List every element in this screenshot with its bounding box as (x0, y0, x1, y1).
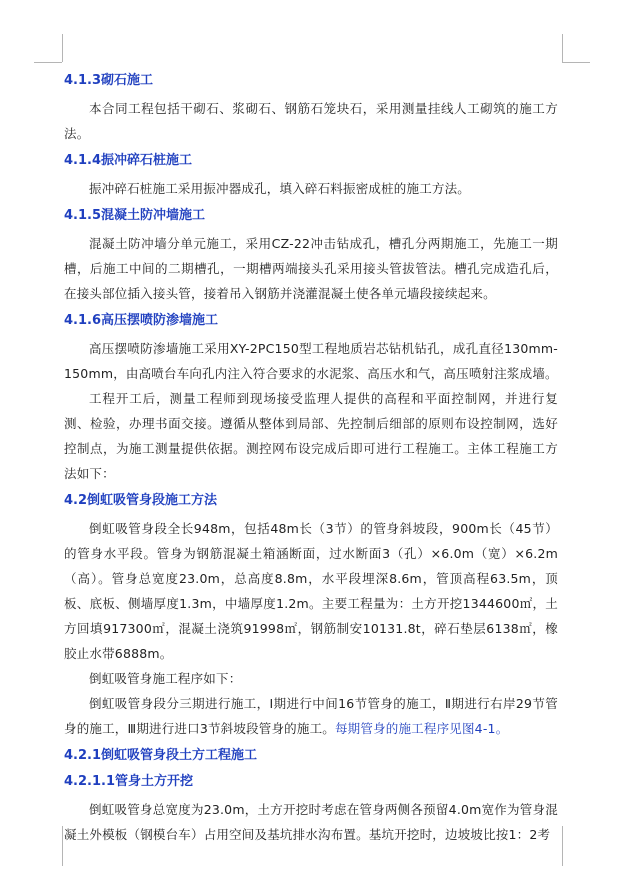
paragraph-4-1-5: 混凝土防冲墙分单元施工，采用CZ-22冲击钻成孔，槽孔分两期施工，先施工一期槽，后施工中间的二期槽孔，一期槽两端接头孔采用接头管拔管法。槽孔完成造孔后，在接头部位插入接头管，接着吊入钢筋并浇灌混凝土使各单元墙段接续起来。 (64, 236, 558, 301)
crop-mark-top-right-v (562, 34, 563, 62)
crop-mark-top-left-h (34, 62, 62, 63)
paragraph-4-1-6-b: 工程开工后，测量工程师到现场接受监理人提供的高程和平面控制网，并进行复测、检验，办理书面交接。遵循从整体到局部、先控制后细部的原则布设控制网，选好控制点，为施工测量提供依据。测控网布设完成后即可进行工程施工。主体工程施工方法如下： (64, 391, 558, 481)
crop-mark-top-left-v (62, 34, 63, 62)
heading-4-1-4: 4.1.4振冲碎石桩施工 (64, 153, 193, 168)
paragraph-4-2-a: 倒虹吸管身段全长948m，包括48m长（3节）的管身斜坡段，900m长（45节）的管身水平段。管身为钢筋混凝土箱涵断面，过水断面3（孔）×6.0m（宽）×6.2m（高）。管身总宽度23.0m，总高度8.8m，水平段埋深8.6m，管顶高程63.5m，顶板、底板、侧墙厚度1.3m，中墙厚度1.2m。主要工程量为：土方开挖1344600㎡，土方回填917300㎡，混凝土浇筑91998㎡，钢筋制安10131.8t，碎石垫层6138㎡，橡胶止水带6888m。 (64, 521, 558, 661)
paragraph-4-2-b: 倒虹吸管身施工程序如下： (89, 671, 242, 686)
crop-mark-bottom-right-v (562, 826, 563, 866)
paragraph-4-2-c (64, 691, 558, 741)
figure-reference-link[interactable]: 每期管身的施工程序见图4-1。 (334, 721, 509, 736)
heading-4-1-6: 4.1.6高压摆喷防渗墙施工 (64, 313, 219, 328)
heading-4-2-1-1: 4.2.1.1管身土方开挖 (64, 774, 193, 789)
paragraph-4-1-6-a: 高压摆喷防渗墙施工采用XY-2PC150型工程地质岩芯钻机钻孔，成孔直径130mm-150mm，由高喷台车向孔内注入符合要求的水泥浆、高压水和气，高压喷射注浆成墙。 (64, 341, 558, 381)
heading-4-2-1: 4.2.1倒虹吸管身段土方工程施工 (64, 748, 258, 763)
paragraph-4-1-4: 振冲碎石桩施工采用振冲器成孔，填入碎石料振密成桩的施工方法。 (89, 181, 471, 196)
heading-4-1-5: 4.1.5混凝土防冲墙施工 (64, 208, 206, 223)
paragraph-4-1-3: 本合同工程包括干砌石、浆砌石、钢筋石笼块石，采用测量挂线人工砌筑的施工方法。 (64, 101, 558, 141)
document-body (64, 70, 558, 847)
heading-4-2: 4.2倒虹吸管身段施工方法 (64, 493, 218, 508)
paragraph-4-2-1-1: 倒虹吸管身总宽度为23.0m，土方开挖时考虑在管身两侧各预留4.0m宽作为管身混凝土外模板（钢模台车）占用空间及基坑排水沟布置。基坑开挖时，边坡坡比按1：2考 (64, 802, 558, 842)
paragraph-4-2-c-text: 倒虹吸管身段分三期进行施工，Ⅰ期进行中间16节管身的施工，Ⅱ期进行右岸29节管身的施工，Ⅲ期进行进口3节斜坡段管身的施工。 (64, 696, 558, 736)
heading-4-1-3: 4.1.3砌石施工 (64, 73, 154, 88)
crop-mark-bottom-left-v (62, 826, 63, 866)
crop-mark-top-right-h (562, 62, 590, 63)
